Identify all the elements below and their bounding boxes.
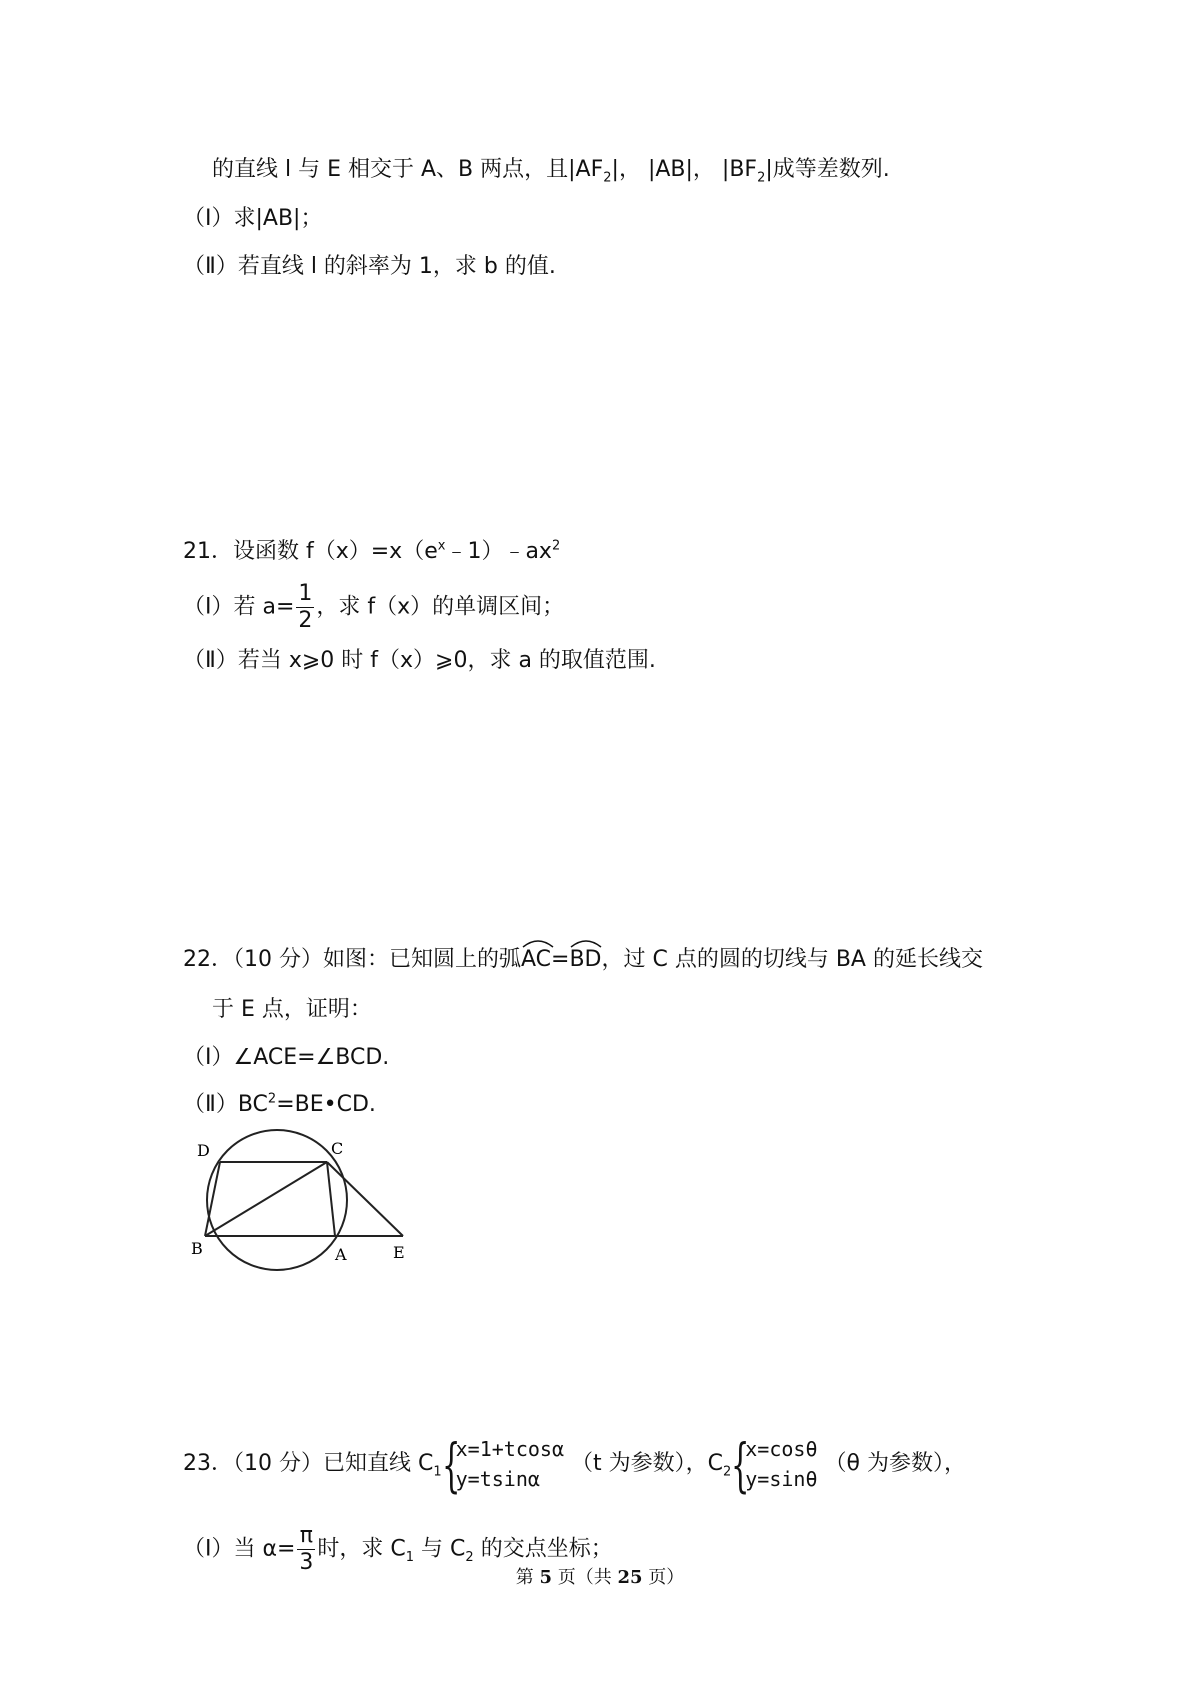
p21-part1 [183, 583, 564, 632]
label-e: E [393, 1243, 405, 1262]
p23-stem-end: （θ 为参数）， [824, 1451, 966, 1476]
arc-bd-label: BD [569, 947, 602, 972]
param-system-c1 [441, 1431, 564, 1499]
p21-part1-text2: ，求 f（x）的单调区间； [316, 594, 565, 620]
label-b: B [191, 1239, 203, 1258]
circle-geometry-figure [185, 1128, 415, 1278]
page-number: 5 [539, 1567, 552, 1588]
p22-part2-text2: =BE•CD. [276, 1092, 376, 1117]
p23-stem-text: 23．（10 分）已知直线 C [183, 1451, 434, 1476]
exp-2: 2 [551, 538, 561, 554]
exp-2: 2 [267, 1091, 277, 1107]
sys2-line1: x=cosθ [745, 1437, 818, 1461]
af2-subscript: 2 [603, 170, 612, 186]
p22-part1: （Ⅰ）∠ACE=∠BCD. [183, 1045, 390, 1070]
label-c: C [331, 1139, 344, 1158]
c1-subscript: 1 [405, 1549, 415, 1565]
p22-part2-text: （Ⅱ）BC [183, 1092, 268, 1117]
c1-subscript: 1 [433, 1464, 442, 1480]
p23-part1-text4: 的交点坐标； [473, 1536, 613, 1562]
label-d: D [197, 1141, 210, 1160]
p22-stem-cont: 于 E 点，证明： [212, 997, 372, 1022]
p22-stem-text2: ，过 C 点的圆的切线与 BA 的延长线交 [601, 947, 983, 972]
p20-end: |成等差数列. [765, 157, 890, 182]
segment-ca [327, 1162, 335, 1236]
p23-stem [183, 1431, 966, 1499]
p23-part1-text: （Ⅰ）当 α= [183, 1536, 296, 1562]
footer-text2: 页（共 [552, 1567, 618, 1588]
bf2-label: |BF [721, 157, 758, 182]
p23-stem-mid: （t 为参数），C [571, 1451, 723, 1476]
p20-sep: |， [611, 157, 641, 182]
circle [207, 1130, 347, 1270]
p23-part1-text2: 时，求 C [317, 1536, 406, 1562]
exp-x: x [437, 538, 446, 554]
p21-stem-text2: ﹣1）﹣ax [445, 539, 552, 564]
bf2-subscript: 2 [757, 170, 766, 186]
p22-stem [183, 945, 983, 975]
arc-bd [569, 945, 601, 975]
p22-part2 [183, 1090, 376, 1120]
fraction-one-half [296, 583, 314, 632]
sys1-line1: x=1+tcosα [455, 1437, 564, 1461]
af2-label: |AF [568, 157, 604, 182]
brace-icon: { [731, 1431, 750, 1499]
page-footer [0, 1563, 1200, 1589]
frac-den: 2 [298, 608, 313, 633]
arc-mark-icon [521, 937, 555, 949]
arc-ac-label: AC [520, 947, 552, 972]
frac-num: 1 [298, 581, 313, 606]
arc-ac [521, 945, 551, 975]
c2-subscript: 2 [465, 1549, 474, 1565]
p21-stem [183, 537, 560, 567]
brace-icon: { [441, 1431, 461, 1499]
c2-subscript: 2 [722, 1464, 732, 1480]
tangent-ce [327, 1162, 403, 1236]
p23-part1-text3: 与 C [414, 1536, 466, 1562]
arc-eq: = [551, 947, 570, 972]
p21-stem-text: 21．设函数 f（x）=x（e [183, 539, 438, 564]
sys2-line2: y=sinθ [745, 1467, 818, 1491]
sys1-line2: y=tsinα [455, 1467, 540, 1491]
p22-stem-text: 22．（10 分）如图：已知圆上的弧 [183, 947, 521, 972]
p21-part2: （Ⅱ）若当 x⩾0 时 f（x）⩾0，求 a 的取值范围. [183, 648, 656, 673]
p20-condition-line [212, 155, 890, 185]
segment-bc [205, 1162, 327, 1236]
p20-part1: （Ⅰ）求|AB|； [183, 206, 323, 231]
p20-part2: （Ⅱ）若直线 l 的斜率为 1，求 b 的值. [183, 254, 556, 279]
footer-text3: 页） [642, 1567, 685, 1588]
param-system-c2 [731, 1431, 818, 1499]
p20-text: 的直线 l 与 E 相交于 A、B 两点，且 [212, 157, 569, 182]
frac-num: π [297, 1525, 315, 1550]
frac-den: 3 [299, 1550, 314, 1575]
page-total: 25 [617, 1567, 643, 1588]
label-a: A [335, 1245, 347, 1264]
ab-label: |AB|， [647, 157, 715, 182]
footer-text: 第 [515, 1567, 540, 1588]
arc-mark-icon [569, 937, 603, 949]
p21-part1-text: （Ⅰ）若 a= [183, 594, 295, 620]
